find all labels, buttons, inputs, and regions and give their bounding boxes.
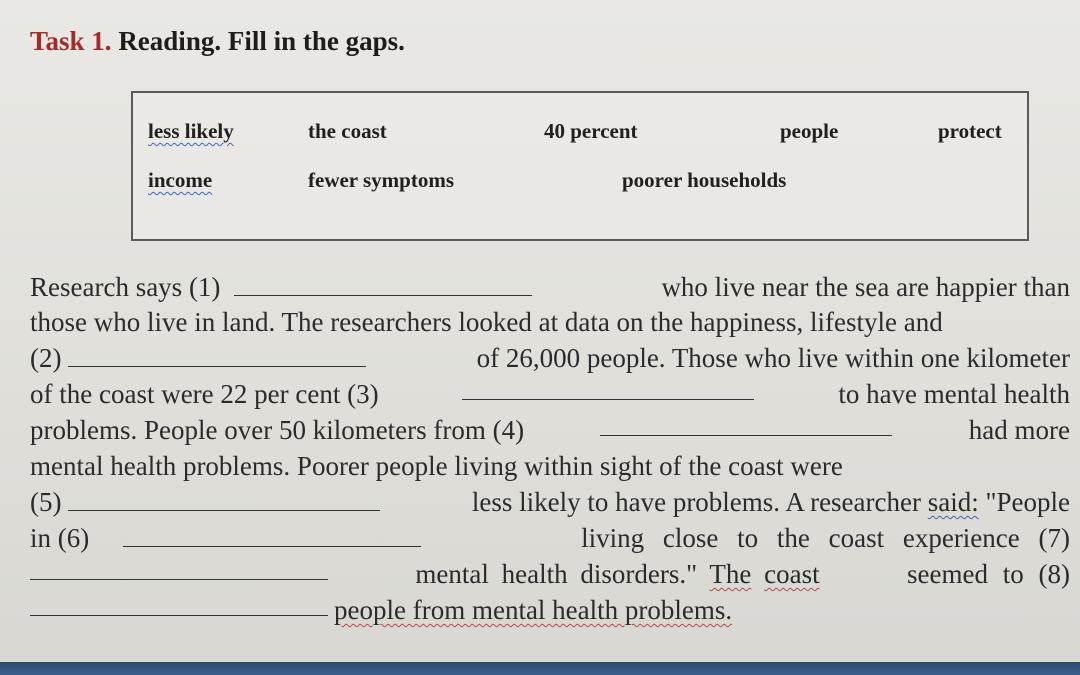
gap-2[interactable] — [68, 344, 366, 367]
line-text: mental health problems. Poorer people living within sight of the coast were — [30, 451, 843, 481]
line-text: less likely to have problems. A researcher — [471, 487, 921, 517]
gap-1[interactable] — [234, 273, 532, 296]
task-instruction: Reading. Fill in the gaps. — [118, 26, 405, 56]
word-fewer-symptoms: fewer symptoms — [308, 168, 454, 192]
text-line-5 — [30, 413, 1070, 447]
gap-4[interactable] — [600, 413, 892, 436]
text-segment — [30, 485, 380, 519]
text-line-7 — [30, 485, 1070, 519]
text-line-2 — [30, 305, 1070, 339]
word-protect: protect — [938, 119, 1002, 143]
line-text: who live near the sea are happier than — [661, 272, 1070, 302]
line-text: said: — [927, 487, 979, 517]
line-text: mental health disorders." — [415, 559, 698, 589]
line-text: (5) — [30, 487, 62, 517]
gap-7[interactable] — [30, 557, 328, 580]
text-segment — [30, 521, 421, 555]
line-text: "People — [985, 487, 1070, 517]
word-the-coast: the coast — [308, 119, 387, 143]
line-text: coast — [764, 559, 820, 589]
text-line-3 — [30, 341, 1070, 375]
gap-8[interactable] — [30, 593, 328, 616]
text-line-8 — [30, 521, 1070, 555]
task-title — [30, 26, 405, 57]
text-segment — [30, 341, 366, 375]
line-text: The — [709, 559, 752, 589]
text-line-4 — [30, 377, 1070, 411]
task-number: Task 1. — [30, 26, 112, 56]
line-text: those who live in land. The researchers looked at data on the happiness, lifestyle and — [30, 307, 943, 337]
word-poorer-households: poorer households — [622, 168, 787, 192]
text-line-6 — [30, 449, 1070, 483]
gap-3[interactable] — [462, 377, 754, 400]
line-text: in (6) — [30, 523, 90, 553]
text-line-10 — [30, 593, 1070, 627]
screen-bottom-edge — [0, 662, 1080, 675]
line-text: Research says (1) — [30, 272, 221, 302]
word-income: income — [148, 168, 213, 192]
line-text: seemed to (8) — [907, 559, 1070, 589]
line-text: had more — [968, 415, 1070, 445]
line-text: (2) — [30, 343, 62, 373]
text-segment — [30, 270, 532, 304]
word-people: people — [780, 119, 839, 143]
word-40-percent: 40 percent — [544, 119, 638, 143]
line-text: of 26,000 people. Those who live within one kilometer — [476, 343, 1070, 373]
line-text: to have mental health — [838, 379, 1070, 409]
word-bank — [131, 91, 1029, 241]
gap-5[interactable] — [68, 488, 380, 511]
word-less-likely: less likely — [148, 119, 234, 143]
line-text: problems. People over 50 kilometers from (4) — [30, 415, 525, 445]
line-text: people from mental health problems. — [334, 595, 733, 625]
line-text: living close to the coast experience (7) — [581, 523, 1070, 553]
text-line-9 — [30, 557, 1070, 591]
gap-6[interactable] — [123, 524, 421, 547]
text-segment — [415, 557, 819, 591]
text-segment — [472, 485, 1070, 519]
text-line-1 — [30, 270, 1070, 304]
line-text: of the coast were 22 per cent (3) — [30, 379, 379, 409]
